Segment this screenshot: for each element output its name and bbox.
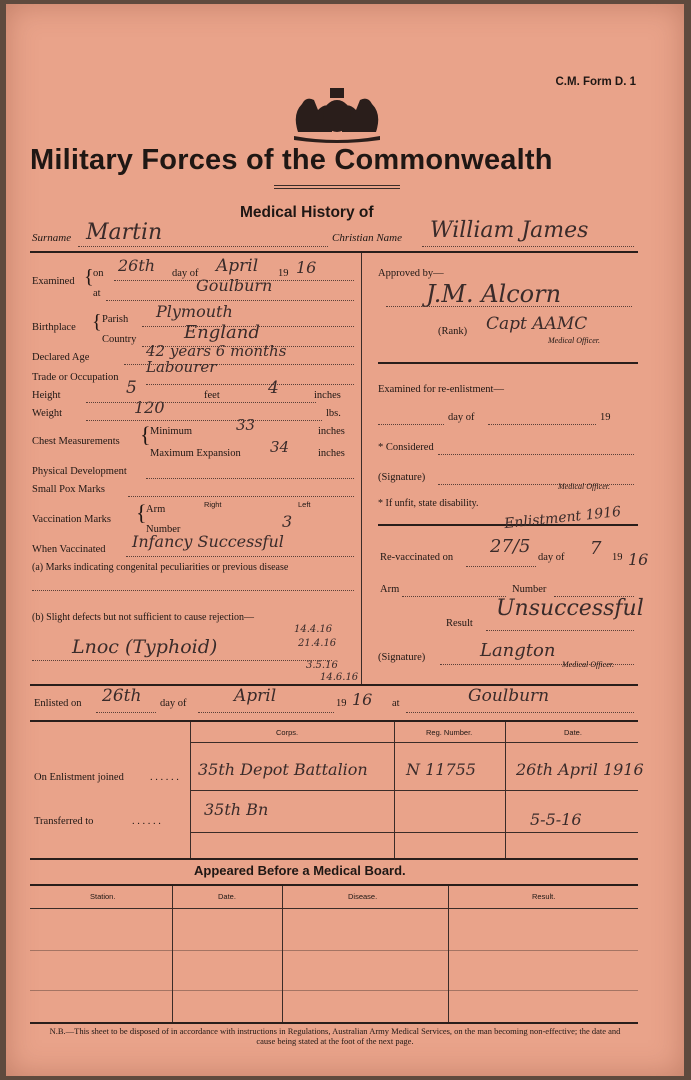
rank-value: Capt AAMC <box>486 314 588 334</box>
reg-number-header: Reg. Number. <box>426 728 473 737</box>
enlist-year-value: 16 <box>352 690 373 709</box>
unfit-label: * If unfit, state disability. <box>378 498 479 509</box>
feet-label: feet <box>204 390 220 401</box>
vaccination-label: Vaccination Marks <box>32 514 112 525</box>
station-header: Station. <box>90 892 116 901</box>
surname-label: Surname <box>32 232 72 244</box>
day-of-label: day of <box>172 268 199 279</box>
form-subtitle: Medical History of <box>240 204 374 221</box>
revaccinated-label: Re-vaccinated on <box>380 552 454 563</box>
revacc-month-value: 7 <box>590 538 602 559</box>
form-title: Military Forces of the Commonwealth <box>30 144 553 176</box>
approved-signature: J.M. Alcorn <box>426 280 562 308</box>
number-label: Number <box>512 584 547 595</box>
country-value: England <box>184 322 260 343</box>
weight-value: 120 <box>134 398 165 417</box>
result-label: Result <box>446 618 473 629</box>
date-transfer-value: 5-5-16 <box>530 810 582 829</box>
at-label: at <box>93 288 101 299</box>
defects-b-label: (b) Slight defects but not sufficient to cause rejection— <box>32 612 254 623</box>
chest-label: Chest Measurements <box>32 436 120 447</box>
corps-joined-value: 35th Depot Battalion <box>198 760 368 779</box>
age-value: 42 years 6 months <box>146 342 287 360</box>
christian-name-label: Christian Name <box>332 232 402 244</box>
trade-label: Trade or Occupation <box>32 372 119 383</box>
enlist-month-value: April <box>234 686 277 706</box>
coat-of-arms-emblem <box>284 82 390 144</box>
corps-transfer-value: 35th Bn <box>204 800 269 819</box>
date-header: Date. <box>564 728 582 737</box>
date-joined-value: 26th April 1916 <box>516 760 644 779</box>
medical-officer-label: Medical Officer. <box>558 482 610 491</box>
signature-label: (Signature) <box>378 472 426 483</box>
rank-label: (Rank) <box>438 326 468 337</box>
height-inches-value: 4 <box>268 378 279 398</box>
exam-day-value: 26th <box>118 256 156 275</box>
exam-place-value: Goulburn <box>196 276 273 295</box>
height-feet-value: 5 <box>126 378 137 398</box>
inches-label: inches <box>318 448 345 459</box>
revacc-signature: Langton <box>480 640 556 661</box>
defect-date-3: 3.5.16 <box>306 660 338 671</box>
considered-label: * Considered <box>378 442 434 453</box>
enlist-day-value: 26th <box>102 686 142 706</box>
exam-month-value: April <box>216 256 259 276</box>
inches-label: inches <box>314 390 341 401</box>
left-label: Left <box>298 500 311 509</box>
surname-value: Martin <box>86 220 163 245</box>
right-label: Right <box>204 500 222 509</box>
declared-age-label: Declared Age <box>32 352 90 363</box>
year-prefix-label: 19 <box>278 268 289 279</box>
reenlist-note: Enlistment 1916 <box>503 503 622 533</box>
when-vaccinated-value: Infancy Successful <box>132 532 284 551</box>
revacc-result-value: Unsuccessful <box>496 596 644 621</box>
year-prefix-label: 19 <box>336 698 347 709</box>
trade-value: Labourer <box>146 358 217 376</box>
examined-label: Examined <box>32 276 75 287</box>
at-label: at <box>392 698 400 709</box>
medical-officer-label: Medical Officer. <box>548 336 600 345</box>
chest-min-value: 33 <box>236 416 256 434</box>
defect-date-2: 21.4.16 <box>298 638 337 649</box>
form-sheet: C.M. Form D. 1 Military Forces of the Commonwealth Medical History of Surname Martin Christian Name William James Examined { on 26th day of April 19 16 at Goulburn Birthplace { Parish Plymouth Country England Declared Age 42 years 6 months Trade or Occupation Labourer Height 5 feet 4 inches Weight 120 lbs. Chest Measurements { Minimum 33 inches Maximum Expansion 34 inches Physical Development Small Pox Marks Vaccination Marks { Arm Right Left Number 3 When Vaccinated Infancy Successful (a) Marks indicating congenital peculiarities or previous disease (b) Slight defects but not sufficient to cause rejection— Lnoc (Typhoid) 14.4.16 21.4.16 3.5.16 14.6.16 Approved by— J.M. Alcorn (Rank) Capt AAMC Medical Officer. Examined for re-enlistment— day of 19 * Considered (Signature) Medical Officer. * If unfit, state disability. Enlistment 1916 Re-vaccinated on 27/5 day of 7 19 16 Arm Number Result Unsuccessful (Signature) Langton Medical Officer. Enlisted on 26th day of April 19 16 at Goulburn Corps. Reg. Number. Date. On Enlistment joined . . . . . . 35th Depot Battalion N 11755 26th April 1916 Transferred to . . . . . . 35th Bn 5-5-16 Appeared Before a Medical Board. Station. Date. Disease. Result. N.B.—This sheet to be disposed of in accordance with instructions in Regulations, Australian Army Medical Services, on the man becoming non-effective; the date and cause being stated at the foot of the next page. <box>6 4 684 1076</box>
when-vaccinated-label: When Vaccinated <box>32 544 106 555</box>
year-prefix-label: 19 <box>612 552 623 563</box>
year-prefix-label: 19 <box>600 412 611 423</box>
revacc-year-value: 16 <box>628 550 649 569</box>
christian-name-value: William James <box>430 218 589 243</box>
reg-number-value: N 11755 <box>406 760 476 779</box>
form-code: C.M. Form D. 1 <box>555 76 636 88</box>
board-title: Appeared Before a Medical Board. <box>194 863 406 878</box>
medical-officer-label: Medical Officer. <box>562 660 614 669</box>
lbs-label: lbs. <box>326 408 341 419</box>
country-label: Country <box>102 334 137 345</box>
day-of-label: day of <box>538 552 565 563</box>
enlisted-on-label: Enlisted on <box>34 698 82 709</box>
enlist-place-value: Goulburn <box>468 686 550 706</box>
defect-date-4: 14.6.16 <box>320 672 359 683</box>
vacc-number-value: 3 <box>282 512 293 531</box>
inches-label: inches <box>318 426 345 437</box>
chest-max-value: 34 <box>270 438 290 456</box>
number-label: Number <box>146 524 181 535</box>
on-label: on <box>93 268 104 279</box>
day-of-label: day of <box>448 412 475 423</box>
corps-header: Corps. <box>276 728 299 737</box>
revacc-day-value: 27/5 <box>490 536 531 557</box>
arm-label: Arm <box>146 504 166 515</box>
maximum-label: Maximum Expansion <box>150 448 241 459</box>
minimum-label: Minimum <box>150 426 193 437</box>
on-enlistment-label: On Enlistment joined <box>34 772 124 783</box>
disease-header: Disease. <box>348 892 378 901</box>
dots: . . . . . . <box>132 816 161 827</box>
date-header: Date. <box>218 892 236 901</box>
birthplace-label: Birthplace <box>32 322 76 333</box>
exam-year-value: 16 <box>296 258 317 277</box>
marks-a-label: (a) Marks indicating congenital peculiarities or previous disease <box>32 562 289 573</box>
parish-label: Parish <box>102 314 129 325</box>
approved-by-label: Approved by— <box>378 268 444 279</box>
footnote: N.B.—This sheet to be disposed of in accordance with instructions in Regulations, Australian Army Medical Services, on the man becoming non-effective; the date and cause being stated at the foot of the next page. <box>49 1026 621 1046</box>
weight-label: Weight <box>32 408 63 419</box>
smallpox-label: Small Pox Marks <box>32 484 105 495</box>
transferred-label: Transferred to <box>34 816 94 827</box>
result-header: Result. <box>532 892 556 901</box>
reenlist-label: Examined for re-enlistment— <box>378 384 504 395</box>
physical-label: Physical Development <box>32 466 127 477</box>
day-of-label: day of <box>160 698 187 709</box>
signature-label: (Signature) <box>378 652 426 663</box>
dots: . . . . . . <box>150 772 179 783</box>
arm-label: Arm <box>380 584 400 595</box>
height-label: Height <box>32 390 61 401</box>
defect-date-1: 14.4.16 <box>294 624 333 635</box>
parish-value: Plymouth <box>156 302 233 321</box>
defect-value: Lnoc (Typhoid) <box>72 636 218 658</box>
